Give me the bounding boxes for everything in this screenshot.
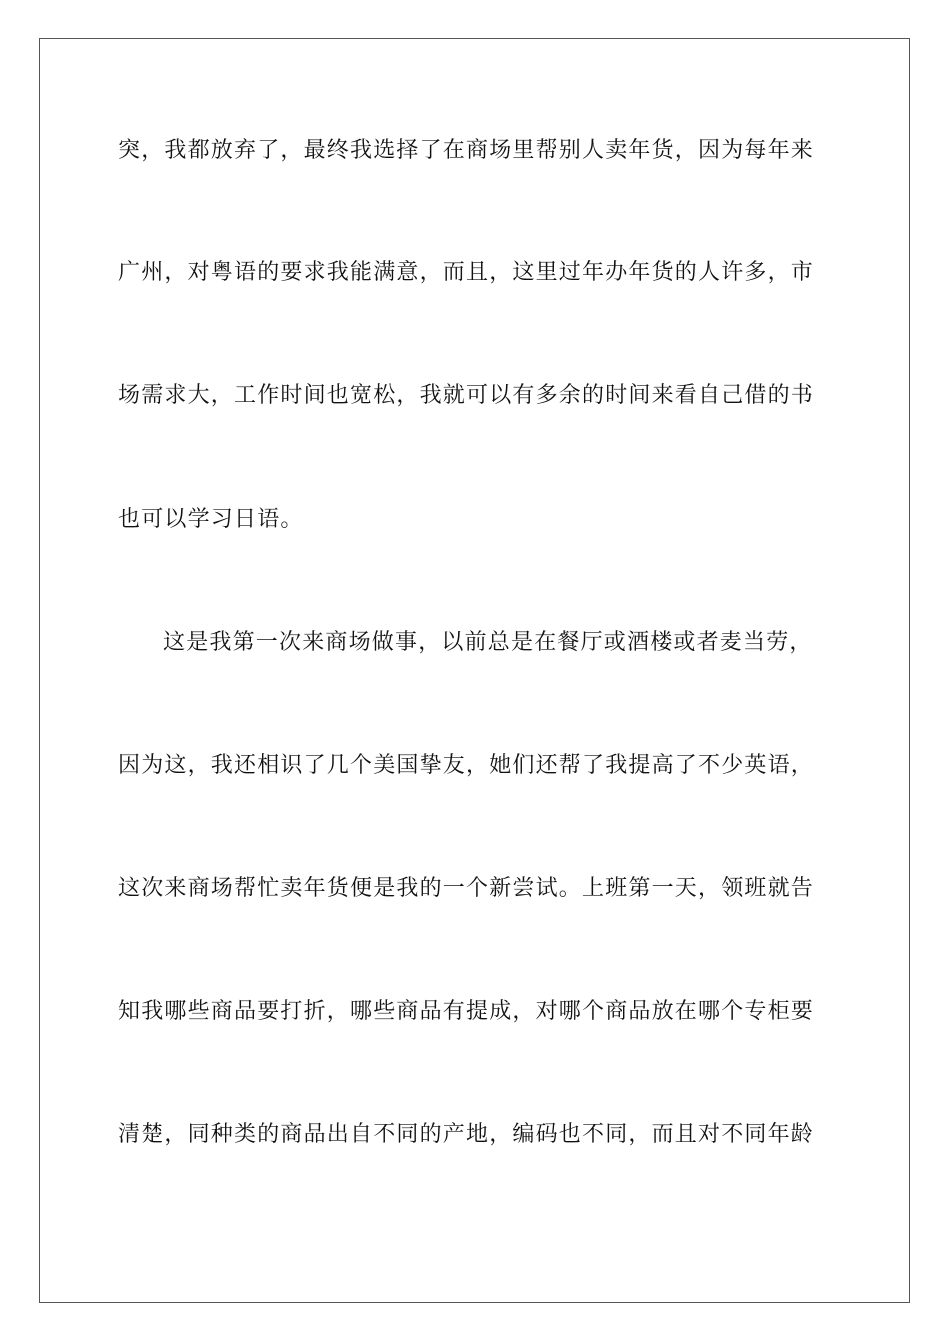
text-line-3: 场需求大，工作时间也宽松，我就可以有多余的时间来看自己借的书 bbox=[118, 383, 815, 408]
page-border bbox=[39, 38, 910, 1303]
paragraph-2-line-2: 因为这，我还相识了几个美国挚友，她们还帮了我提高了不少英语， bbox=[118, 753, 815, 778]
text-line-1: 突，我都放弃了，最终我选择了在商场里帮别人卖年货，因为每年来 bbox=[118, 138, 815, 163]
paragraph-2-line-4: 知我哪些商品要打折，哪些商品有提成，对哪个商品放在哪个专柜要 bbox=[118, 999, 815, 1024]
paragraph-2-line-3: 这次来商场帮忙卖年货便是我的一个新尝试。上班第一天，领班就告 bbox=[118, 876, 815, 901]
paragraph-2-line-1: 这是我第一次来商场做事，以前总是在餐厅或酒楼或者麦当劳， bbox=[163, 630, 813, 655]
text-line-4: 也可以学习日语。 bbox=[118, 507, 304, 532]
text-line-2: 广州，对粤语的要求我能满意，而且，这里过年办年货的人许多，市 bbox=[118, 260, 815, 285]
paragraph-2-line-5: 清楚，同种类的商品出自不同的产地，编码也不同，而且对不同年龄 bbox=[118, 1122, 815, 1147]
